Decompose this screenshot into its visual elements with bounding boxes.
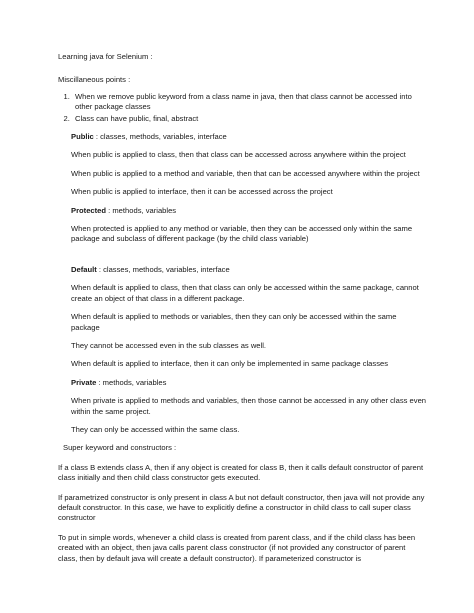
document-title: Learning java for Selenium : xyxy=(58,52,153,61)
paragraph: When protected is applied to any method or variable, then they can be accessed only within the same package and subclass of different package (by the child class variable) xyxy=(71,224,413,244)
paragraph: When default is applied to interface, then it can only be implemented in same package classes xyxy=(71,359,389,369)
term-label: Private xyxy=(71,377,97,387)
super-heading: Super keyword and constructors : xyxy=(63,443,177,453)
section-private xyxy=(58,378,426,436)
term-desc: : classes, methods, variables, interface xyxy=(93,132,227,142)
list-item: 2. Class can have public, final, abstract xyxy=(72,114,426,124)
section-heading xyxy=(71,132,426,142)
section-default xyxy=(58,265,426,370)
paragraph: When default is applied to methods or variables, then they can only be accessed within the same package xyxy=(71,312,397,332)
paragraph: If a class B extends class A, then if any object is created for class B, then it calls default constructor of parent class initially and then child class constructor gets executed. xyxy=(58,462,424,483)
paragraph: If parametrized constructor is only present in class A but not default constructor, then java will not provide any default constructor. In this case, we have to explicitly define a constructor in child class to call super class constructor xyxy=(58,492,425,523)
term-desc: : methods, variables xyxy=(106,205,177,215)
paragraph: When public is applied to a method and variable, then that can be accessed anywhere within the project xyxy=(71,168,420,178)
section-heading xyxy=(71,206,426,216)
paragraph: When private is applied to methods and variables, then those cannot be accessed in any other class even within the same project. xyxy=(71,396,427,416)
list-item: 1. When we remove public keyword from a class name in java, then that class cannot be accessed into other package classes xyxy=(72,92,426,113)
misc-points-list xyxy=(58,92,426,124)
paragraph: They can only be accessed within the same class. xyxy=(71,424,240,434)
term-label: Protected xyxy=(71,205,107,215)
paragraph: When public is applied to interface, then it can be accessed across the project xyxy=(71,187,333,197)
term-label: Default xyxy=(71,264,97,274)
misc-heading: Miscillaneous points : xyxy=(58,75,131,85)
section-public xyxy=(58,132,426,198)
paragraph: They cannot be accessed even in the sub classes as well. xyxy=(71,340,267,350)
term-label: Public xyxy=(71,132,94,142)
paragraph: When default is applied to class, then that class can only be accessed within the same package, cannot create an object of that class in a different package. xyxy=(71,283,419,303)
term-desc: : methods, variables xyxy=(96,377,167,387)
section-protected xyxy=(58,206,426,245)
section-heading xyxy=(71,265,426,275)
paragraph: To put in simple words, whenever a child class is created from parent class, and if the child class has been created with an object, then java calls parent class constructor (if not provided any constructor of parent class, then by default java will create a default constructor). If parameterized constructor is xyxy=(58,532,416,563)
section-heading xyxy=(71,378,426,388)
paragraph: When public is applied to class, then that class can be accessed across anywhere within the project xyxy=(71,150,406,160)
term-desc: : classes, methods, variables, interface xyxy=(96,264,230,274)
